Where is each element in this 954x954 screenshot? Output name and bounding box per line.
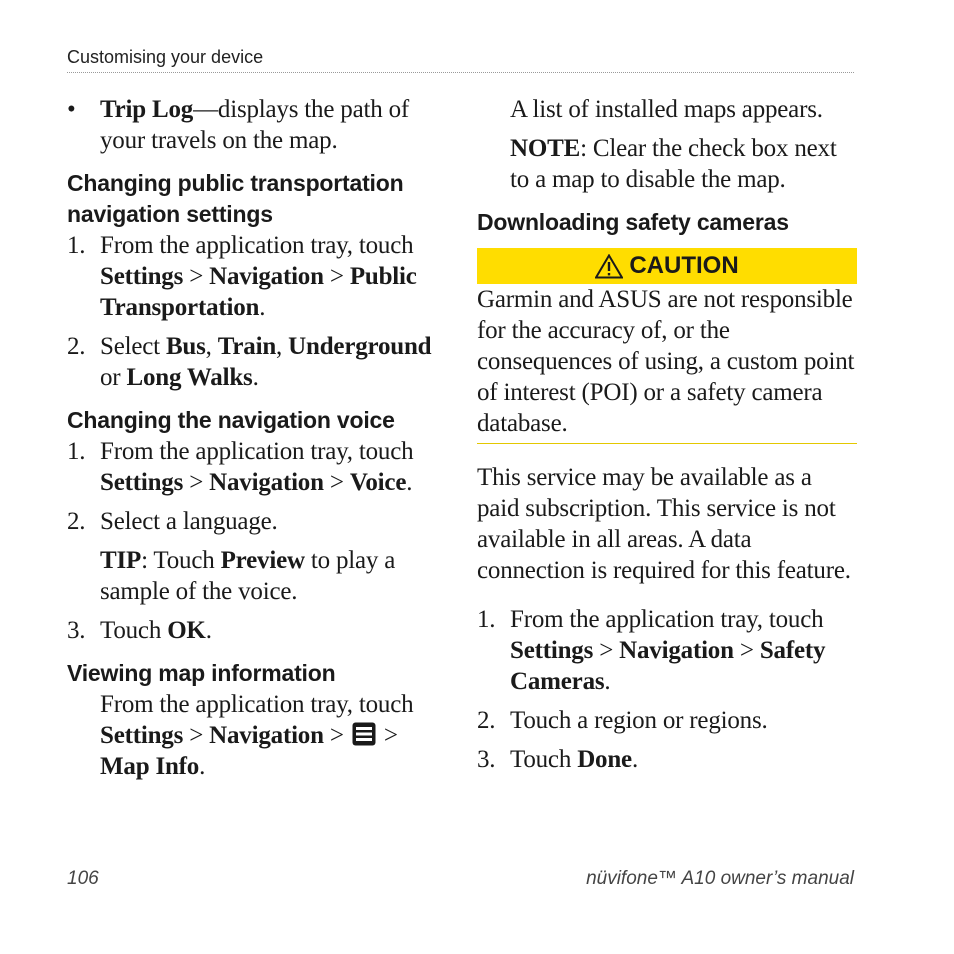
caution-label: CAUTION xyxy=(629,252,739,279)
voice-step-2 xyxy=(67,506,452,537)
trip-log-bullet xyxy=(67,94,452,156)
note-text: : Clear the check box next to a map to disable the map. xyxy=(510,135,837,193)
separator: > xyxy=(377,722,398,749)
menu-list-icon xyxy=(352,722,376,746)
heading-map-info: Viewing map information xyxy=(67,660,336,686)
map-info-instruction xyxy=(67,689,452,782)
ui-ok: OK xyxy=(167,617,206,644)
voice-step-1 xyxy=(67,436,452,498)
caution-banner xyxy=(477,248,857,284)
cameras-step-2 xyxy=(477,705,857,736)
separator: > xyxy=(323,722,350,749)
tip-label: TIP xyxy=(100,547,142,574)
manual-title: nüvifone™ A10 owner’s manual xyxy=(586,868,854,889)
separator: > xyxy=(323,469,350,496)
punct: . xyxy=(604,668,611,695)
warning-triangle-icon xyxy=(595,254,623,279)
ui-bus: Bus xyxy=(165,333,206,360)
ui-voice: Voice xyxy=(349,469,407,496)
step-text: Touch a region or regions. xyxy=(510,707,768,734)
page-footer xyxy=(67,868,854,890)
tip-rest: to play a sample of the voice. xyxy=(100,547,396,605)
ui-done: Done xyxy=(577,746,632,773)
step-number: 1. xyxy=(477,606,496,633)
step-number: 2. xyxy=(67,333,86,360)
ui-preview: Preview xyxy=(220,547,305,574)
ui-navigation: Navigation xyxy=(619,637,734,664)
separator: > xyxy=(593,637,620,664)
public-transport-step-2: 2. Select Bus, Train, Underground or Long Walks. xyxy=(67,333,432,391)
separator: > xyxy=(183,722,210,749)
step-lead: From the application tray, touch xyxy=(100,691,414,718)
bullet-mark: • xyxy=(67,96,76,123)
trip-log-desc: —displays the path of your travels on the map. xyxy=(100,96,409,154)
running-header: Customising your device xyxy=(67,47,854,73)
service-paragraph: This service may be available as a paid subscription. This service is not available in all areas. A data connection is required for this feature. xyxy=(477,464,851,584)
step-lead: Touch xyxy=(510,746,572,773)
heading-safety-cameras: Downloading safety cameras xyxy=(477,209,789,235)
left-column xyxy=(67,94,452,782)
ui-underground: Underground xyxy=(288,333,432,360)
ui-settings: Settings xyxy=(100,722,184,749)
step-text: Select a language. xyxy=(100,508,278,535)
ui-settings: Settings xyxy=(100,469,184,496)
step-lead: Touch xyxy=(100,617,162,644)
page-number: 106 xyxy=(67,868,99,889)
step-lead: From the application tray, touch xyxy=(510,606,824,633)
punct: . xyxy=(259,294,266,321)
step-lead: From the application tray, touch xyxy=(100,232,414,259)
maps-list-text: A list of installed maps appears. xyxy=(510,96,823,123)
punct: . xyxy=(252,364,259,391)
ui-settings: Settings xyxy=(100,263,184,290)
or-text: or xyxy=(100,364,121,391)
step-number: 3. xyxy=(67,617,86,644)
heading-public-transport: Changing public transportation navigation settings xyxy=(67,170,404,227)
note-paragraph xyxy=(477,133,857,195)
voice-tip xyxy=(67,545,452,607)
trip-log-term: Trip Log xyxy=(100,96,194,123)
ui-navigation: Navigation xyxy=(209,469,324,496)
cameras-step-1 xyxy=(477,604,857,697)
ui-safety-cameras: Safety Cameras xyxy=(510,637,826,695)
punct: . xyxy=(205,617,212,644)
punct: . xyxy=(406,469,413,496)
separator: > xyxy=(183,263,210,290)
ui-public-transportation: Public Transportation xyxy=(100,263,417,321)
separator: > xyxy=(733,637,760,664)
note-label: NOTE xyxy=(510,135,581,162)
ui-navigation: Navigation xyxy=(209,263,324,290)
public-transport-step-1 xyxy=(67,230,452,323)
ui-long-walks: Long Walks xyxy=(126,364,253,391)
tip-lead: : Touch xyxy=(141,547,215,574)
step-lead: From the application tray, touch xyxy=(100,438,414,465)
separator: > xyxy=(183,469,210,496)
separator: > xyxy=(323,263,350,290)
step-lead: Select xyxy=(100,333,160,360)
caution-text: Garmin and ASUS are not responsible for the accuracy of, or the consequences of using, a custom point of interest (POI) or a safety camera database. xyxy=(477,284,857,444)
cameras-step-3 xyxy=(477,744,857,775)
punct: . xyxy=(631,746,639,773)
step-number: 2. xyxy=(477,707,496,734)
punct: . xyxy=(199,753,206,780)
voice-step-3 xyxy=(67,615,452,646)
ui-train: Train xyxy=(217,333,277,360)
ui-settings: Settings xyxy=(510,637,594,664)
step-number: 2. xyxy=(67,508,86,535)
step-number: 1. xyxy=(67,232,86,259)
ui-navigation: Navigation xyxy=(209,722,324,749)
ui-map-info: Map Info xyxy=(100,753,200,780)
step-number: 1. xyxy=(67,438,86,465)
step-number: 3. xyxy=(477,746,496,773)
right-column xyxy=(477,94,857,775)
heading-navigation-voice: Changing the navigation voice xyxy=(67,407,395,433)
